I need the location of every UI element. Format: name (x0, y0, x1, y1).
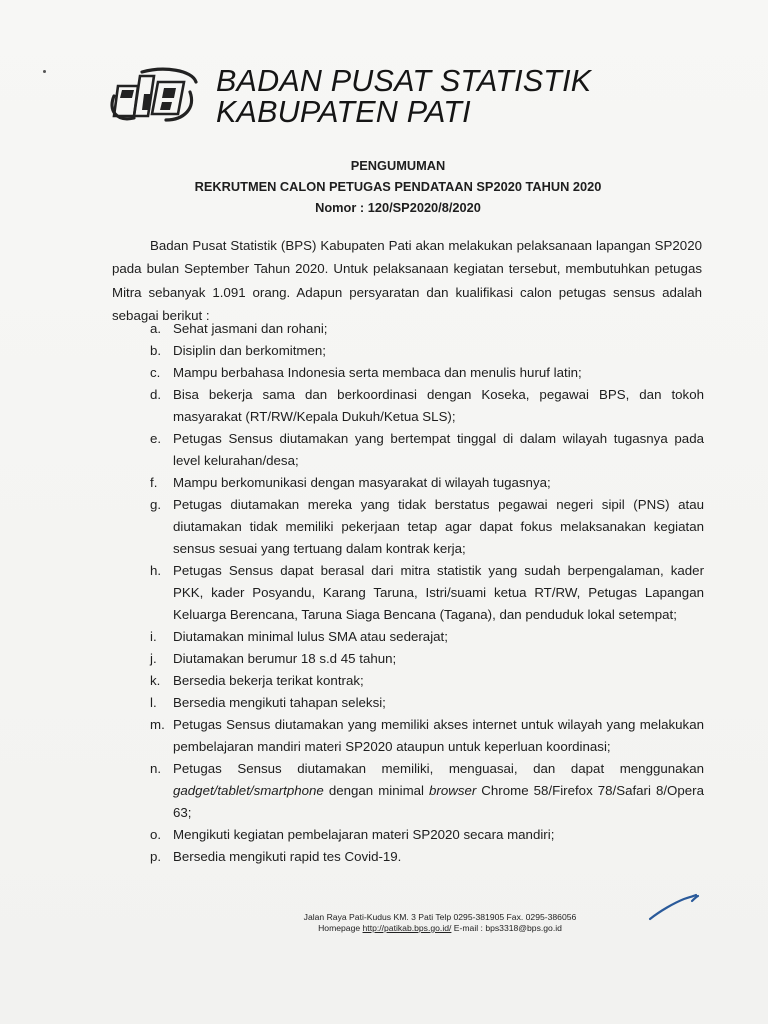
list-item (112, 714, 704, 758)
list-item-text-part: Petugas Sensus diutamakan memiliki, menguasai, dan dapat menggunakan (173, 761, 704, 776)
list-item (112, 846, 704, 868)
list-marker: n. (150, 761, 162, 776)
list-item-text: Bersedia mengikuti rapid tes Covid-19. (173, 849, 402, 864)
list-item (112, 340, 704, 362)
list-marker: k. (150, 673, 161, 688)
list-item-text: Diutamakan berumur 18 s.d 45 tahun; (173, 651, 397, 666)
list-marker: j. (150, 651, 157, 666)
list-marker: a. (150, 321, 162, 336)
list-item (112, 428, 704, 472)
bps-logo-icon (104, 66, 200, 124)
letterhead-footer (230, 912, 650, 934)
announcement-heading (0, 155, 768, 218)
list-item (112, 384, 704, 428)
list-item (112, 318, 704, 340)
announcement-label: PENGUMUMAN (350, 158, 446, 173)
list-marker: o. (150, 827, 162, 842)
list-item-text (173, 761, 704, 820)
list-marker: l. (150, 695, 157, 710)
list-marker: m. (150, 717, 165, 732)
list-item-text: Bisa bekerja sama dan berkoordinasi dengan Koseka, pegawai BPS, dan tokoh masyarakat (RT/RW/Kepala Dukuh/Ketua SLS); (173, 387, 704, 424)
list-item (112, 824, 704, 846)
list-item-text: Bersedia bekerja terikat kontrak; (173, 673, 364, 688)
list-item (112, 626, 704, 648)
list-item (112, 494, 704, 560)
signature-mark (648, 893, 700, 923)
list-marker: c. (150, 365, 161, 380)
list-item-text: Mengikuti kegiatan pembelajaran materi SP2020 secara mandiri; (173, 827, 555, 842)
list-item (112, 670, 704, 692)
footer-address: Jalan Raya Pati-Kudus KM. 3 Pati Telp 0295-381905 Fax. 0295-386056 (303, 912, 577, 922)
device-terms: gadget/tablet/smartphone (173, 783, 324, 798)
list-item-text: Petugas Sensus diutamakan yang bertempat tinggal di dalam wilayah tugasnya pada level kelurahan/desa; (173, 431, 704, 468)
announcement-number: Nomor : 120/SP2020/8/2020 (315, 200, 481, 215)
footer-contact (230, 923, 650, 934)
list-item-text: Petugas Sensus dapat berasal dari mitra statistik yang sudah berpengalaman, kader PKK, kader Posyandu, Karang Taruna, Istri/suami ketua RT/RW, Petugas Lapangan Keluarga Berencana, Taruna Siaga Bencana (Tagana), dan penduduk lokal setempat; (173, 563, 704, 622)
list-item-text: Mampu berbahasa Indonesia serta membaca dan menulis huruf latin; (173, 365, 582, 380)
list-marker: p. (150, 849, 162, 864)
list-item-text: Mampu berkomunikasi dengan masyarakat di wilayah tugasnya; (173, 475, 551, 490)
scan-speck (43, 70, 46, 73)
list-item-text: Sehat jasmani dan rohani; (173, 321, 328, 336)
list-item-text: Petugas diutamakan mereka yang tidak berstatus pegawai negeri sipil (PNS) atau diutamakan tidak memiliki pekerjaan tetap agar dapat fokus melaksanakan kegiatan sensus sesuai yang tertuang dalam kontrak kerja; (173, 497, 704, 556)
intro-paragraph: Badan Pusat Statistik (BPS) Kabupaten Pati akan melakukan pelaksanaan lapangan SP2020 pada bulan September Tahun 2020. Untuk pelaksanaan kegiatan tersebut, membutuhkan petugas Mitra sebanyak 1.091 orang. Adapun persyaratan dan kualifikasi calon petugas sensus adalah sebagai berikut : (112, 238, 702, 324)
list-item (112, 362, 704, 384)
list-item (112, 472, 704, 494)
list-marker: d. (150, 387, 162, 402)
list-marker: f. (150, 475, 158, 490)
announcement-title: REKRUTMEN CALON PETUGAS PENDATAAN SP2020 TAHUN 2020 (194, 179, 602, 194)
list-item-text-part: Chrome 58/Firefox 78/Safari 8/Opera 63; (173, 783, 704, 820)
list-marker: e. (150, 431, 162, 446)
list-item (112, 648, 704, 670)
org-line-1: BADAN PUSAT STATISTIK (216, 64, 592, 98)
list-item (112, 692, 704, 714)
list-item-text: Diutamakan minimal lulus SMA atau sederajat; (173, 629, 448, 644)
browser-term: browser (429, 783, 477, 798)
list-item (112, 560, 704, 626)
list-marker: b. (150, 343, 162, 358)
list-marker: g. (150, 497, 162, 512)
list-item (112, 758, 704, 824)
email-address[interactable]: bps3318@bps.go.id (485, 923, 562, 933)
list-item-text: Petugas Sensus diutamakan yang memiliki akses internet untuk wilayah yang melakukan pembelajaran mandiri materi SP2020 ataupun untuk keperluan koordinasi; (173, 717, 704, 754)
list-marker: i. (150, 629, 157, 644)
org-line-2: KABUPATEN PATI (216, 95, 471, 129)
list-item-text: Disiplin dan berkomitmen; (173, 343, 326, 358)
organization-name (216, 66, 591, 128)
list-marker: h. (150, 563, 162, 578)
homepage-label: Homepage (318, 923, 361, 933)
list-item-text: Bersedia mengikuti tahapan seleksi; (173, 695, 386, 710)
requirements-list (112, 318, 704, 868)
homepage-link[interactable]: http://patikab.bps.go.id/ (362, 923, 452, 933)
email-label: E-mail : (453, 923, 483, 933)
list-item-text-part: dengan minimal (323, 783, 429, 798)
